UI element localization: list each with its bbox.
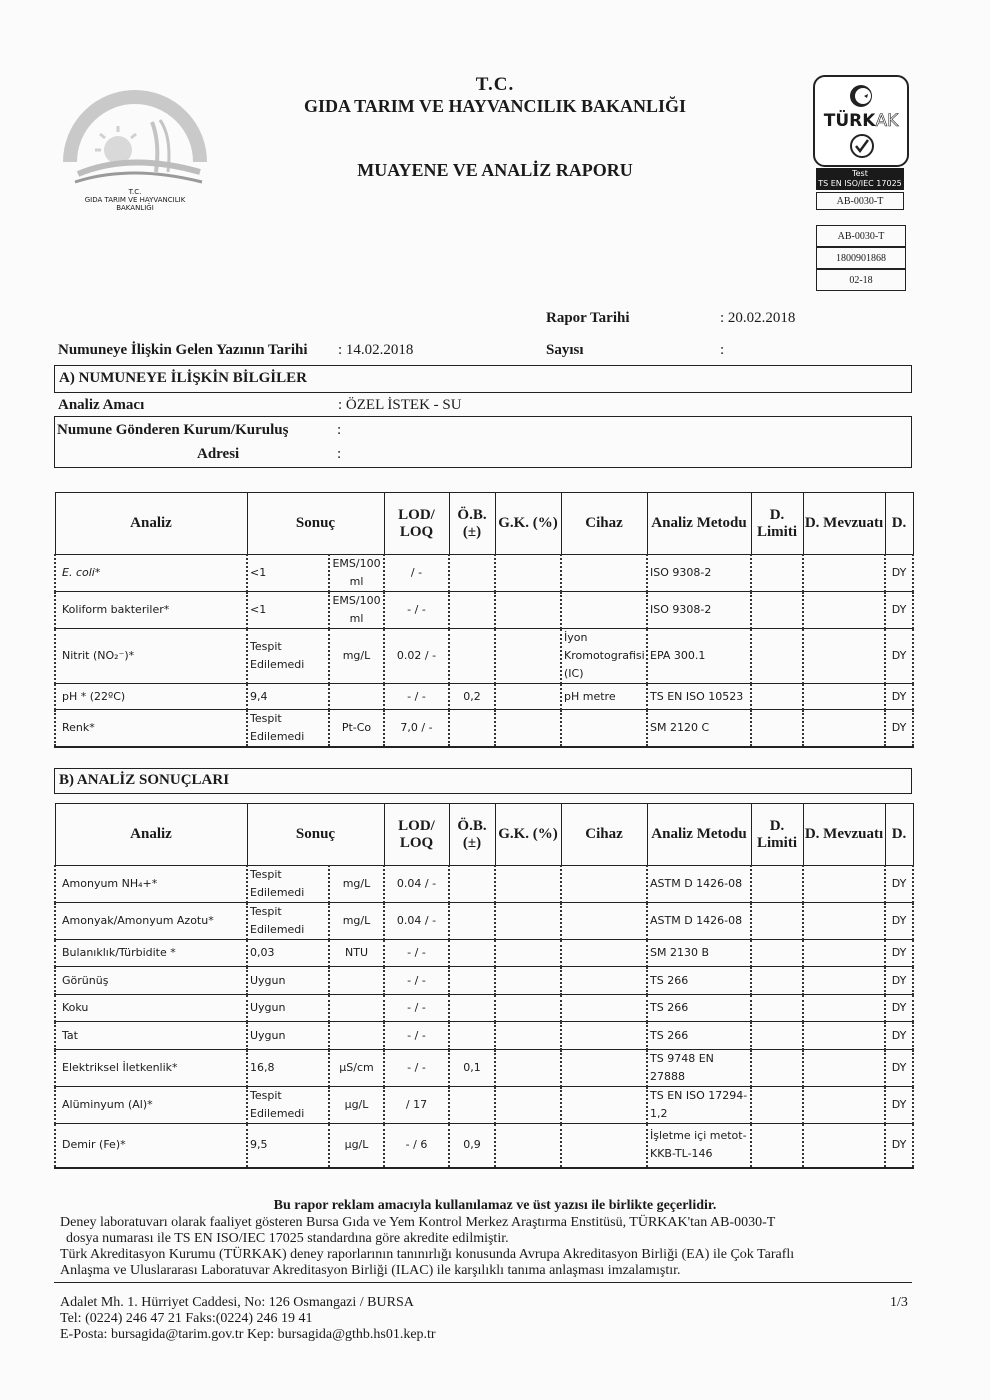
cell-sonuc: <1	[247, 555, 329, 592]
turkak-crescent-icon	[848, 83, 874, 109]
cell-sonuc: 9,4	[247, 684, 329, 710]
col-dmevzuat: D. Mevzuatı	[803, 493, 885, 555]
cell-ob	[449, 1022, 495, 1050]
col-ob: Ö.B. (±)	[449, 804, 495, 866]
footer-divider	[54, 1282, 912, 1283]
cell-d: DY	[885, 967, 913, 995]
cell-cihaz	[561, 1050, 647, 1087]
col-lod: LOD/ LOQ	[384, 804, 449, 866]
col-dmevzuat: D. Mevzuatı	[803, 804, 885, 866]
cell-analiz: Amonyum NH₄+*	[55, 866, 247, 903]
cell-ob: 0,1	[449, 1050, 495, 1087]
cell-d: DY	[885, 555, 913, 592]
cell-metod: ASTM D 1426-08	[647, 903, 751, 940]
cell-gk	[495, 684, 561, 710]
cell-cihaz: İyon Kromotografisi (IC)	[561, 629, 647, 684]
cell-metod: ISO 9308-2	[647, 592, 751, 629]
letter-date-label: Numuneye İlişkin Gelen Yazının Tarihi	[58, 342, 308, 358]
cell-ob	[449, 555, 495, 592]
cell-dmevzuat	[803, 995, 885, 1022]
table-row	[55, 1022, 913, 1050]
footer-address: Adalet Mh. 1. Hürriyet Caddesi, No: 126 Osmangazi / BURSA	[60, 1295, 414, 1310]
cell-cihaz	[561, 967, 647, 995]
cell-cihaz: pH metre	[561, 684, 647, 710]
address-value: :	[337, 446, 342, 462]
col-lod: LOD/ LOQ	[384, 493, 449, 555]
col-metod: Analiz Metodu	[647, 804, 751, 866]
section-b-title: B) ANALİZ SONUÇLARI	[59, 772, 230, 788]
number-value: :	[720, 342, 725, 358]
cell-sonuc: Uygun	[247, 1022, 329, 1050]
cell-sonuc: 0,03	[247, 940, 329, 967]
cell-sonuc: Tespit Edilemedi	[247, 866, 329, 903]
turkak-code: AB-0030-T	[816, 192, 904, 210]
logo-line-1: T.C.	[128, 188, 142, 196]
cell-gk	[495, 555, 561, 592]
cell-dmevzuat	[803, 555, 885, 592]
footer-line-1: Deney laboratuvarı olarak faaliyet gösteren Bursa Gıda ve Yem Kontrol Merkez Araştırma Enstitüsü, TÜRKAK'tan AB-0030-T	[60, 1215, 776, 1230]
footer-bold-note: Bu rapor reklam amacıyla kullanılamaz ve üst yazısı ile birlikte geçerlidir.	[273, 1198, 717, 1213]
cell-dlimit	[751, 1087, 803, 1124]
cell-dlimit	[751, 555, 803, 592]
cell-lod: - / -	[384, 1050, 449, 1087]
cell-birim: mg/L	[329, 629, 384, 684]
table-b-header	[55, 804, 913, 866]
cell-birim: µg/L	[329, 1087, 384, 1124]
turkak-name-main: TÜRK	[823, 111, 876, 131]
col-analiz: Analiz	[55, 804, 247, 866]
report-date-value: : 20.02.2018	[720, 310, 796, 326]
cell-birim: Pt-Co	[329, 710, 384, 748]
table-row	[55, 1050, 913, 1087]
cell-analiz: Renk*	[55, 710, 247, 748]
footer-line-2: dosya numarası ile TS EN ISO/IEC 17025 standardına göre akredite edilmiştir.	[66, 1231, 509, 1246]
cell-dmevzuat	[803, 1022, 885, 1050]
col-gk: G.K. (%)	[495, 804, 561, 866]
turkak-band-test: Test	[852, 169, 868, 178]
cell-cihaz	[561, 555, 647, 592]
report-title: MUAYENE VE ANALİZ RAPORU	[357, 160, 633, 180]
cell-ob	[449, 629, 495, 684]
table-row	[55, 967, 913, 995]
cell-cihaz	[561, 1124, 647, 1168]
cell-metod: TS 266	[647, 1022, 751, 1050]
purpose-value: : ÖZEL İSTEK - SU	[338, 397, 462, 413]
table-a	[54, 492, 914, 748]
sender-label: Numune Gönderen Kurum/Kuruluş	[57, 422, 289, 438]
table-row	[55, 1124, 913, 1168]
cell-lod: - / -	[384, 995, 449, 1022]
cell-ob	[449, 710, 495, 748]
cell-ob	[449, 940, 495, 967]
cell-sonuc: Uygun	[247, 995, 329, 1022]
cell-gk	[495, 903, 561, 940]
turkak-scope-band	[816, 168, 904, 190]
table-row	[55, 866, 913, 903]
footer-phone: Tel: (0224) 246 47 21 Faks:(0224) 246 19 41	[60, 1311, 313, 1326]
cell-gk	[495, 629, 561, 684]
cell-metod: İşletme içi metot-KKB-TL-146	[647, 1124, 751, 1168]
cell-metod: SM 2130 B	[647, 940, 751, 967]
table-row	[55, 1087, 913, 1124]
cell-metod: ISO 9308-2	[647, 555, 751, 592]
footer-email: E-Posta: bursagida@tarim.gov.tr Kep: bursagida@gthb.hs01.kep.tr	[60, 1327, 436, 1342]
cell-birim: EMS/100 ml	[329, 555, 384, 592]
cell-dmevzuat	[803, 967, 885, 995]
cell-analiz: Demir (Fe)*	[55, 1124, 247, 1168]
cell-d: DY	[885, 1050, 913, 1087]
cell-cihaz	[561, 1087, 647, 1124]
cell-d: DY	[885, 866, 913, 903]
col-sonuc: Sonuç	[247, 804, 384, 866]
cell-dlimit	[751, 903, 803, 940]
cell-dmevzuat	[803, 629, 885, 684]
cell-lod: / 17	[384, 1087, 449, 1124]
cell-birim: NTU	[329, 940, 384, 967]
cell-d: DY	[885, 1022, 913, 1050]
cell-metod: EPA 300.1	[647, 629, 751, 684]
cell-sonuc: <1	[247, 592, 329, 629]
footer-accreditation-text	[60, 1215, 920, 1279]
cell-d: DY	[885, 1124, 913, 1168]
cell-ob	[449, 866, 495, 903]
cell-sonuc: 9,5	[247, 1124, 329, 1168]
col-d: D.	[885, 493, 913, 555]
cell-birim	[329, 967, 384, 995]
cell-gk	[495, 592, 561, 629]
cell-dmevzuat	[803, 684, 885, 710]
cell-cihaz	[561, 710, 647, 748]
col-analiz: Analiz	[55, 493, 247, 555]
col-ob: Ö.B. (±)	[449, 493, 495, 555]
cell-analiz: Nitrit (NO₂⁻)*	[55, 629, 247, 684]
ref-box-number: 1800901868	[816, 247, 906, 269]
cell-dmevzuat	[803, 903, 885, 940]
cell-gk	[495, 1087, 561, 1124]
cell-dlimit	[751, 967, 803, 995]
turkak-wordmark	[815, 111, 907, 131]
table-row	[55, 555, 913, 592]
table-a-body	[55, 555, 913, 748]
cell-lod: - / -	[384, 940, 449, 967]
cell-dlimit	[751, 866, 803, 903]
cell-d: DY	[885, 995, 913, 1022]
cell-metod: SM 2120 C	[647, 710, 751, 748]
cell-gk	[495, 866, 561, 903]
table-row	[55, 710, 913, 748]
sender-value: :	[337, 422, 342, 438]
cell-metod: TS EN ISO 17294-1,2	[647, 1087, 751, 1124]
table-b	[54, 803, 914, 1169]
cell-metod: TS 266	[647, 967, 751, 995]
cell-d: DY	[885, 1087, 913, 1124]
ref-box-revision: 02-18	[816, 269, 906, 291]
page-number: 1/3	[890, 1295, 908, 1310]
cell-cihaz	[561, 995, 647, 1022]
cell-gk	[495, 940, 561, 967]
logo-line-3: BAKANLIĞI	[116, 204, 154, 212]
cell-birim	[329, 995, 384, 1022]
cell-analiz: Bulanıklık/Türbidite *	[55, 940, 247, 967]
cell-ob	[449, 967, 495, 995]
cell-dmevzuat	[803, 866, 885, 903]
cell-cihaz	[561, 866, 647, 903]
logo-line-2: GIDA TARIM VE HAYVANCILIK	[84, 196, 186, 204]
address-label: Adresi	[197, 446, 240, 462]
cell-cihaz	[561, 1022, 647, 1050]
cell-dmevzuat	[803, 940, 885, 967]
cell-lod: - / 6	[384, 1124, 449, 1168]
sender-box	[54, 416, 912, 468]
cell-lod: - / -	[384, 592, 449, 629]
turkak-badge	[813, 75, 909, 167]
table-row	[55, 684, 913, 710]
cell-d: DY	[885, 940, 913, 967]
col-sonuc: Sonuç	[247, 493, 384, 555]
report-date-label: Rapor Tarihi	[546, 310, 630, 326]
purpose-label: Analiz Amacı	[58, 397, 145, 413]
cell-gk	[495, 995, 561, 1022]
section-b-header	[54, 768, 912, 794]
cell-ob	[449, 903, 495, 940]
footer-contact	[60, 1295, 920, 1343]
cell-lod: 0.04 / -	[384, 866, 449, 903]
cell-birim: µg/L	[329, 1124, 384, 1168]
footer-line-4: Anlaşma ve Uluslararası Laboratuvar Akreditasyon Birliği (ILAC) ile karşılıklı tanıma anlaşması imzalamıştır.	[60, 1263, 681, 1278]
cell-metod: TS EN ISO 10523	[647, 684, 751, 710]
cell-lod: 7,0 / -	[384, 710, 449, 748]
section-a-header	[54, 365, 912, 393]
cell-gk	[495, 710, 561, 748]
cell-dlimit	[751, 629, 803, 684]
cell-ob	[449, 995, 495, 1022]
col-metod: Analiz Metodu	[647, 493, 751, 555]
letter-date-value: : 14.02.2018	[338, 342, 414, 358]
cell-dlimit	[751, 940, 803, 967]
cell-d: DY	[885, 629, 913, 684]
turkak-name-ak: AK	[875, 111, 899, 131]
cell-analiz: pH * (22ºC)	[55, 684, 247, 710]
cell-analiz: Tat	[55, 1022, 247, 1050]
table-row	[55, 592, 913, 629]
col-cihaz: Cihaz	[561, 493, 647, 555]
col-dlimit: D. Limiti	[751, 493, 803, 555]
col-d: D.	[885, 804, 913, 866]
cell-sonuc: Uygun	[247, 967, 329, 995]
header-tc: T.C.	[475, 74, 515, 95]
cell-gk	[495, 1050, 561, 1087]
table-a-header	[55, 493, 913, 555]
cell-metod: TS 9748 EN 27888	[647, 1050, 751, 1087]
cell-d: DY	[885, 684, 913, 710]
cell-birim: EMS/100 ml	[329, 592, 384, 629]
cell-birim: mg/L	[329, 866, 384, 903]
col-cihaz: Cihaz	[561, 804, 647, 866]
table-row	[55, 940, 913, 967]
cell-analiz: Koliform bakteriler*	[55, 592, 247, 629]
cell-lod: - / -	[384, 684, 449, 710]
cell-dmevzuat	[803, 1050, 885, 1087]
cell-dmevzuat	[803, 592, 885, 629]
cell-birim: µS/cm	[329, 1050, 384, 1087]
cell-lod: 0.04 / -	[384, 903, 449, 940]
number-label: Sayısı	[546, 342, 584, 358]
cell-birim: mg/L	[329, 903, 384, 940]
cell-cihaz	[561, 940, 647, 967]
cell-gk	[495, 967, 561, 995]
cell-d: DY	[885, 592, 913, 629]
cell-birim	[329, 1022, 384, 1050]
cell-dmevzuat	[803, 1087, 885, 1124]
col-gk: G.K. (%)	[495, 493, 561, 555]
cell-cihaz	[561, 592, 647, 629]
cell-analiz: Görünüş	[55, 967, 247, 995]
cell-gk	[495, 1124, 561, 1168]
cell-dlimit	[751, 1124, 803, 1168]
cell-ob: 0,2	[449, 684, 495, 710]
cell-dmevzuat	[803, 710, 885, 748]
cell-dlimit	[751, 995, 803, 1022]
cell-cihaz	[561, 903, 647, 940]
table-row	[55, 903, 913, 940]
table-row	[55, 995, 913, 1022]
cell-lod: - / -	[384, 1022, 449, 1050]
table-b-body	[55, 866, 913, 1168]
cell-ob	[449, 592, 495, 629]
cell-analiz: Amonyak/Amonyum Azotu*	[55, 903, 247, 940]
turkak-band-standard: TS EN ISO/IEC 17025	[818, 179, 902, 188]
cell-gk	[495, 1022, 561, 1050]
cell-birim	[329, 684, 384, 710]
cell-sonuc: Tespit Edilemedi	[247, 903, 329, 940]
section-a-title: A) NUMUNEYE İLİŞKİN BİLGİLER	[59, 370, 307, 386]
cell-analiz: E. coli*	[55, 555, 247, 592]
cell-dlimit	[751, 1050, 803, 1087]
cell-dlimit	[751, 1022, 803, 1050]
cell-ob	[449, 1087, 495, 1124]
ref-box-file: AB-0030-T	[816, 225, 906, 247]
cell-metod: TS 266	[647, 995, 751, 1022]
cell-dlimit	[751, 592, 803, 629]
cell-lod: 0.02 / -	[384, 629, 449, 684]
cell-lod: - / -	[384, 967, 449, 995]
table-row	[55, 629, 913, 684]
cell-lod: / -	[384, 555, 449, 592]
cell-analiz: Elektriksel İletkenlik*	[55, 1050, 247, 1087]
cell-d: DY	[885, 903, 913, 940]
cell-metod: ASTM D 1426-08	[647, 866, 751, 903]
cell-sonuc: 16,8	[247, 1050, 329, 1087]
cell-ob: 0,9	[449, 1124, 495, 1168]
col-dlimit: D. Limiti	[751, 804, 803, 866]
cell-dmevzuat	[803, 1124, 885, 1168]
footer-line-3: Türk Akreditasyon Kurumu (TÜRKAK) deney raporlarının tanınırlığı konusunda Avrupa Akreditasyon Birliği (EA) ile Çok Taraflı	[60, 1247, 795, 1262]
cell-analiz: Alüminyum (Al)*	[55, 1087, 247, 1124]
header-ministry: GIDA TARIM VE HAYVANCILIK BAKANLIĞI	[303, 96, 687, 116]
check-circle-icon	[849, 133, 875, 159]
cell-dlimit	[751, 710, 803, 748]
cell-analiz: Koku	[55, 995, 247, 1022]
cell-sonuc: Tespit Edilemedi	[247, 1087, 329, 1124]
cell-sonuc: Tespit Edilemedi	[247, 710, 329, 748]
cell-sonuc: Tespit Edilemedi	[247, 629, 329, 684]
cell-dlimit	[751, 684, 803, 710]
cell-d: DY	[885, 710, 913, 748]
